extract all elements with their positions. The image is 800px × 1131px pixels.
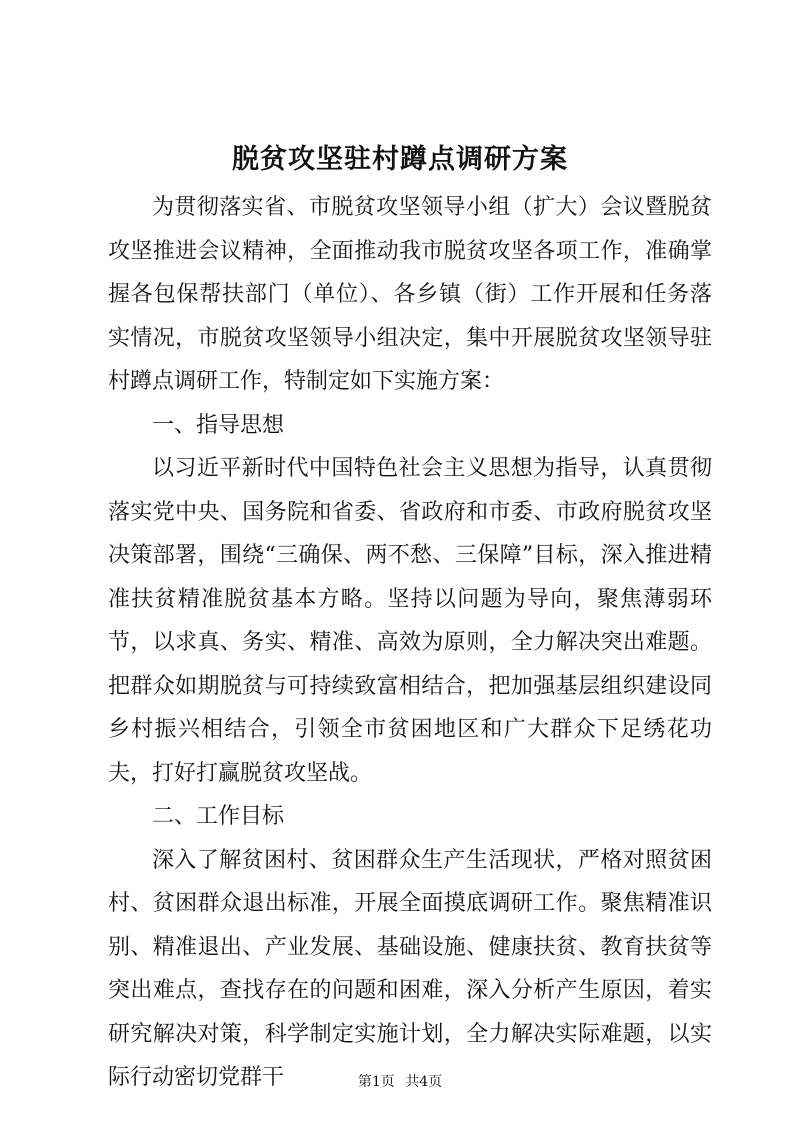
document-title: 脱贫攻坚驻村蹲点调研方案 — [232, 144, 568, 175]
guiding-thought-paragraph: 以习近平新时代中国特色社会主义思想为指导，认真贯彻落实党中央、国务院和省委、省政府和市委、市政府脱贫攻坚决策部署，围绕“三确保、两不愁、三保障”目标，深入推进精准扶贫精准脱贫基本方略。坚持以问题为导向，聚焦薄弱环节，以求真、务实、精准、高效为原则，全力解决突出难题。把群众如期脱贫与可持续致富相结合，把加强基层组织建设同乡村振兴相结合，引领全市贫困地区和广大群众下足绣花功夫，打好打赢脱贫攻坚战。 — [108, 456, 712, 786]
intro-paragraph: 为贯彻落实省、市脱贫攻坚领导小组（扩大）会议暨脱贫攻坚推进会议精神，全面推动我市脱贫攻坚各项工作，准确掌握各包保帮扶部门（单位）、各乡镇（街）工作开展和任务落实情况，市脱贫攻坚领导小组决定，集中开展脱贫攻坚领导驻村蹲点调研工作，特制定如下实施方案： — [108, 195, 712, 394]
document-body — [108, 186, 712, 1100]
page-number: 第1页 — [357, 1074, 395, 1090]
page-total: 共4页 — [405, 1074, 443, 1090]
section-heading-work-goals: 二、工作目标 — [152, 804, 285, 829]
work-goals-paragraph: 深入了解贫困村、贫困群众生产生活现状，严格对照贫困村、贫困群众退出标准，开展全面摸底调研工作。聚焦精准识别、精准退出、产业发展、基础设施、健康扶贫、教育扶贫等突出难点，查找存在的问题和困难，深入分析产生原因，着实研究解决对策，科学制定实施计划，全力解决实际难题，以实际行动密切党群干 — [108, 847, 712, 1090]
page-footer — [0, 1072, 800, 1092]
section-heading-guiding-thought: 一、指导思想 — [152, 412, 285, 438]
